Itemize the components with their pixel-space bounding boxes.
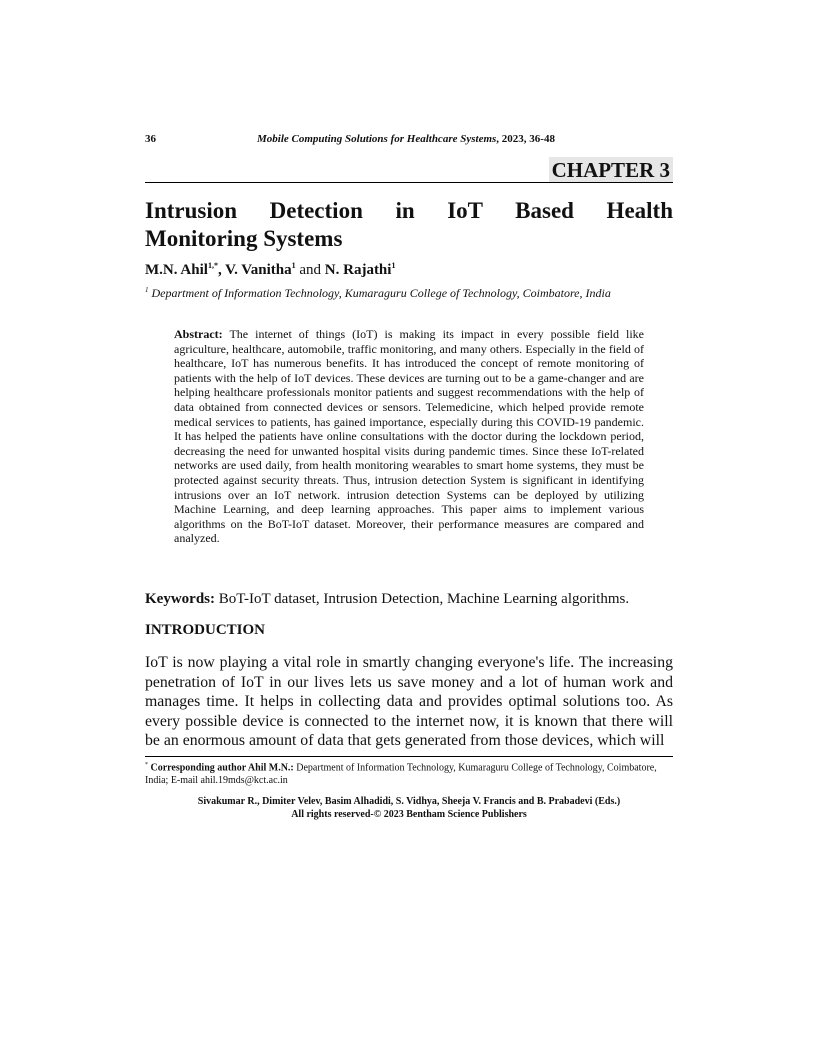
author-2: V. Vanitha (225, 262, 292, 278)
editors-line: Sivakumar R., Dimiter Velev, Basim Alhadidi, S. Vidhya, Sheeja V. Francis and B. Prabadevi (Eds.) (197, 796, 621, 807)
author-1-affil-mark: 1,* (207, 261, 218, 270)
abstract-label: Abstract: (174, 327, 223, 341)
affiliation-text: Department of Information Technology, Kumaraguru College of Technology, Coimbatore, India (148, 286, 611, 300)
authors (145, 261, 395, 279)
journal-name: Mobile Computing Solutions for Healthcare Systems (257, 133, 497, 145)
author-3-affil-mark: 1 (391, 261, 396, 270)
paper-title (145, 197, 673, 253)
author-3: N. Rajathi (324, 262, 392, 278)
footnote-rule (145, 756, 673, 757)
section-heading-introduction: INTRODUCTION (145, 622, 266, 638)
footnote-mark: * (145, 762, 148, 768)
affiliation (145, 286, 611, 301)
author-and: and (295, 262, 325, 278)
author-1: M.N. Ahil (145, 262, 208, 278)
page-number: 36 (145, 133, 156, 145)
publisher-info (145, 796, 673, 821)
keywords (145, 591, 673, 608)
chapter-rule (145, 182, 673, 183)
author-separator: , (217, 262, 226, 278)
keywords-text: BoT-IoT dataset, Intrusion Detection, Machine Learning algorithms. (215, 591, 630, 607)
title-line-1: Intrusion Detection in IoT Based Health (145, 198, 673, 223)
abstract (174, 327, 644, 546)
footnote (145, 759, 673, 787)
title-line-2: Monitoring Systems (145, 226, 343, 251)
keywords-label: Keywords: (145, 591, 215, 607)
rights-line: All rights reserved-© 2023 Bentham Science Publishers (291, 808, 527, 820)
abstract-text: The internet of things (IoT) is making its impact in every possible field like agriculture, healthcare, automobile, traffic monitoring, and many others. Especially in the field of healthcare, IoT has numerous benefits. It has introduced the concept of remote monitoring of patients with the help of IoT devices. These devices are turning out to be a game-changer and are helping healthcare professionals monitor patients and suggest recommendations with the help of data obtained from connected devices or sensors. Telemedicine, which helped provide remote medical services to patients, has gained importance, especially during this COVID-19 pandemic. It has helped the patients have online consultations with the doctor during the lockdown period, decreasing the need for unwanted hospital visits during pandemic times. Since these IoT-related networks are used daily, from health monitoring wearables to smart home systems, they must be protected against security threats. Thus, intrusion detection System is significant in identifying intrusions over an IoT network. intrusion detection Systems can be deployed by utilizing Machine Learning, and deep learning approaches. This paper aims to implement various algorithms on the BoT-IoT dataset. Moreover, their performance measures are compared and analyzed. (174, 327, 644, 546)
journal-year-pages: , 2023, 36-48 (496, 133, 555, 145)
introduction-paragraph: IoT is now playing a vital role in smartly changing everyone's life. The increasing penetration of IoT in our lives lets us save money and a lot of human work and manages time. It helps in collecting data and provides optimal solutions too. As every possible device is connected to the internet now, it is known that there will be an enormous amount of data that gets generated from those devices, which will (145, 654, 673, 750)
footnote-text: Department of Information Technology, Kumaraguru College of Technology, Coimbatore, India; E-mail ahil.19mds@kct.ac.in (145, 762, 657, 786)
chapter-label: CHAPTER 3 (549, 157, 673, 183)
footnote-label: Corresponding author Ahil M.N.: (148, 762, 294, 774)
author-2-affil-mark: 1 (291, 261, 296, 270)
affiliation-mark: 1 (145, 286, 149, 294)
journal-title (257, 133, 555, 145)
